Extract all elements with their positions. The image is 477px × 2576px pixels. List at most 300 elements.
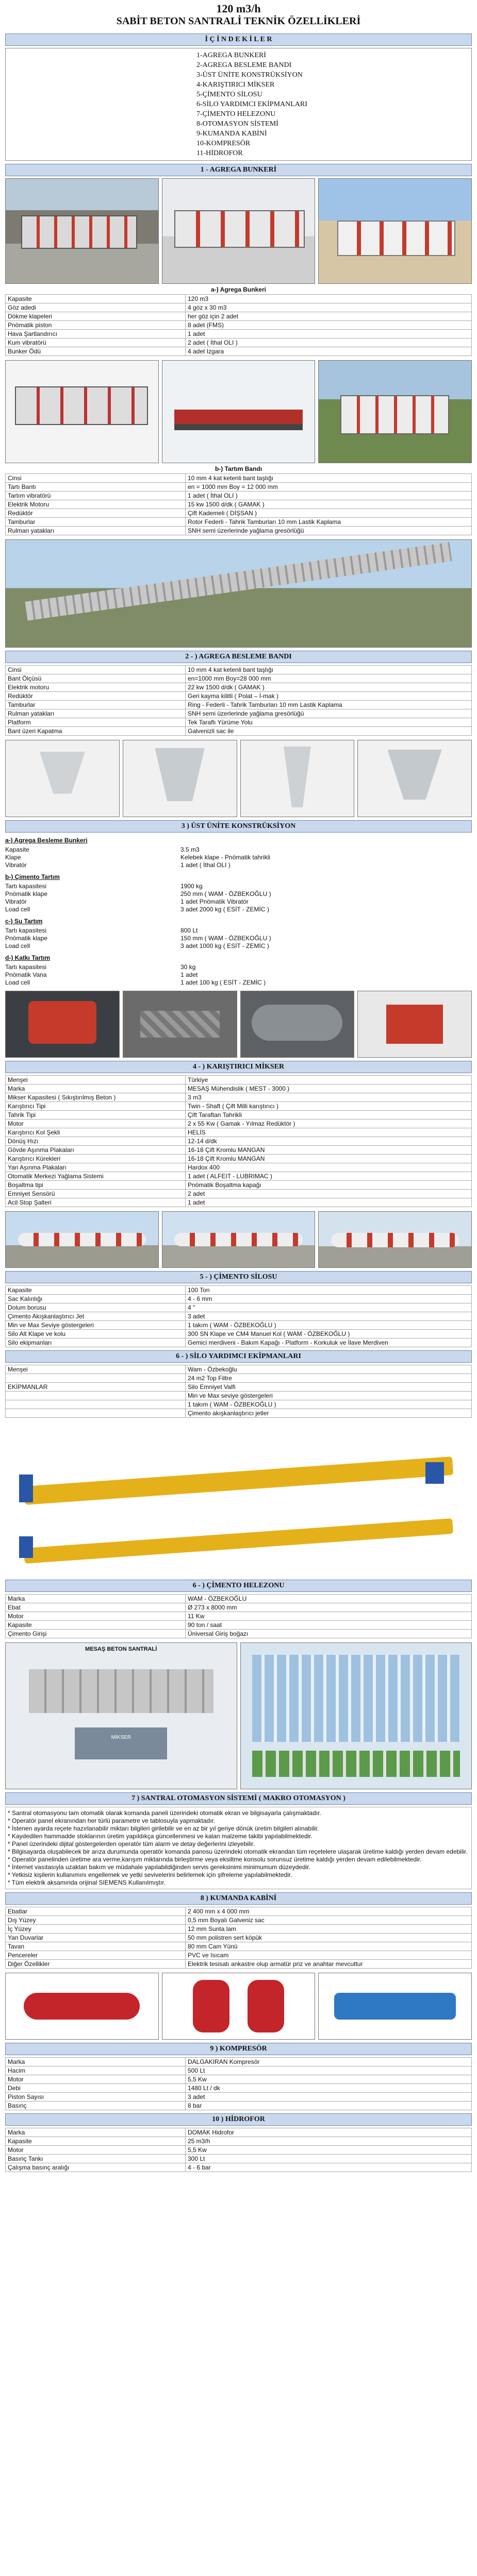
document-page: [5, 0, 472, 2172]
photo-row: [5, 1973, 472, 2040]
toc-item: 11-HİDROFOR: [196, 149, 243, 157]
spec-table-control-cabin: [5, 1907, 472, 1969]
spec-value: 300 Lt: [186, 2155, 472, 2163]
photo-row: [5, 1642, 472, 1789]
spec-value: 5,5 Kw: [186, 2075, 472, 2084]
spec-key: Basınç Tankı: [6, 2155, 186, 2163]
spec-value: 22 kw 1500 d/dk ( GAMAK ): [186, 683, 472, 692]
table-row: [6, 2058, 472, 2066]
photo-hopper: [123, 740, 237, 817]
spec-value: 24 m2 Top Filtre: [186, 1374, 472, 1383]
table-of-contents: [5, 48, 472, 161]
spec-value: 25 m3/h: [186, 2137, 472, 2146]
table-row: [6, 692, 472, 701]
spec-key: Bant üzeri Kapatma: [6, 727, 186, 736]
table-row: [6, 1960, 472, 1969]
spec-value: 10 mm 4 kat ketenli bant taşlığı: [186, 474, 472, 483]
photo-row: [5, 991, 472, 1058]
spec-key: Platform: [6, 718, 186, 727]
spec-key: Pnömatik klape: [5, 935, 48, 942]
section-title-compressor: 9 ) KOMPRESÖR: [5, 2043, 472, 2055]
table-row: [6, 1198, 472, 1207]
spec-key: Hacim: [6, 2066, 186, 2075]
table-row: [6, 2155, 472, 2163]
toc-item: 8-OTOMASYON SİSTEMİ: [196, 120, 278, 128]
photo-row: [5, 539, 472, 648]
photo-mixer: [240, 991, 355, 1058]
spec-value: her göz için 2 adet: [186, 312, 472, 321]
table-row: [6, 666, 472, 674]
spec-key: Basınç: [6, 2102, 186, 2110]
section-title-feed-belt: 2 - ) AGREGA BESLEME BANDI: [5, 651, 472, 663]
spec-key: Karıştırıcı Kürekleri: [6, 1155, 186, 1163]
spec-key: Otomatik Merkezi Yağlama Sistemi: [6, 1172, 186, 1181]
toc-item: 2-AGREGA BESLEME BANDI: [196, 61, 292, 69]
spec-table-feed-belt: [5, 665, 472, 736]
spec-key: Bunker Ödü: [6, 347, 186, 356]
photo-aggregate-bunker: [5, 178, 159, 284]
spec-key: Yan Duvarlar: [6, 1934, 186, 1942]
section-title-screw-conveyor: 6 - ) ÇİMENTO HELEZONU: [5, 1580, 472, 1592]
spec-key: Bant Ölçüsü: [6, 674, 186, 683]
spec-value: 3 adet: [186, 2093, 472, 2102]
spec-value: Çift Taraftan Tahrikli: [186, 1111, 472, 1120]
spec-value: 16-18 Çift Kromlu MANGAN: [186, 1155, 472, 1163]
table-row: [6, 474, 472, 483]
table-row: [6, 1942, 472, 1951]
spec-value: 12-14 d/dk: [186, 1137, 472, 1146]
spec-key: Çalışma basınç aralığı: [6, 2163, 186, 2172]
spec-key: Rulman yatakları: [6, 527, 186, 535]
spec-key: Boşaltma tipi: [6, 1181, 186, 1190]
spec-value: Hardox 400: [186, 1163, 472, 1172]
spec-key: Tamburlar: [6, 518, 186, 527]
toc-item: 5-ÇİMENTO SİLOSU: [196, 91, 262, 98]
panel-title: MESAŞ BETON SANTRALİ: [85, 1646, 157, 1652]
spec-value: en=1000 mm Boy=28 000 mm: [186, 674, 472, 683]
spec-row: [5, 846, 472, 854]
spec-key: Redüktör: [6, 692, 186, 701]
automation-note: * Santral otomasyonu tam otomatik olarak komanda paneli üzerindeki otomatik ekran ve bilgisayarla çalışmaktadır.: [8, 1809, 321, 1817]
subsection-heading: b-) Çimento Tartım: [5, 873, 60, 880]
spec-key: Cinsi: [6, 666, 186, 674]
spec-key: Karıştırıcı Tipi: [6, 1102, 186, 1111]
photo-feed-belt: [5, 539, 472, 648]
spec-value: 1 adet: [186, 330, 472, 338]
photo-row: [5, 740, 472, 817]
spec-key: Kapasite: [6, 1286, 186, 1295]
spec-key: Ebat: [6, 1603, 186, 1612]
spec-key: Marka: [6, 2058, 186, 2066]
spec-value: Üniversal Giriş boğazı: [186, 1630, 472, 1638]
table-row: [6, 1925, 472, 1934]
automation-notes: [5, 1807, 472, 1889]
automation-note: * Bilgisayarda oluşabilecek bir arıza durumunda operatör komanda panosu üzerindeki otomatik ekrandan tüm reçetelere ulaşarak üretime kaldığı yerden devam edebilir.: [8, 1848, 468, 1855]
section-title-aggregate-bunker: 1 - AGREGA BUNKERİ: [5, 164, 472, 176]
spec-value: 1 takım ( WAM - ÖZBEKOĞLU ): [186, 1321, 472, 1330]
spec-key: Silo ekipmanları: [6, 1338, 186, 1347]
spec-key: Tartı Bantı: [6, 483, 186, 492]
spec-key: Piston Sayısı: [6, 2093, 186, 2102]
spec-value: 500 Lt: [186, 2066, 472, 2075]
automation-note: * İstenen ayarda reçete hazırlanabilir miktarı bilgileri girilebilir ve en az bir yıl geriye dönük üretim bilgileri alınabilir.: [8, 1825, 319, 1832]
photo-row: [5, 178, 472, 284]
table-row: [6, 509, 472, 518]
spec-key: Ebatlar: [6, 1907, 186, 1916]
table-row: [6, 1907, 472, 1916]
spec-value: 300 SN Klape ve CM4 Manuel Kol ( WAM - ÖZBEKOĞLU ): [186, 1330, 472, 1338]
spec-key: Load cell: [5, 942, 30, 950]
photo-cement-silo: [5, 1211, 159, 1268]
table-row: [6, 338, 472, 347]
spec-value: Rotor Federli - Tahrik Tamburları 10 mm Lastik Kaplama: [186, 518, 472, 527]
spec-value: Çimento akışkanlaştırıcı jetler: [186, 1409, 472, 1418]
spec-key: [6, 1400, 186, 1409]
table-row: [6, 1102, 472, 1111]
spec-table-weighing-belt: [5, 473, 472, 535]
spec-key: Vibratör: [5, 898, 27, 905]
table-row: [6, 1603, 472, 1612]
toc-title: İ Ç İ N D E K İ L E R: [5, 33, 472, 46]
spec-value: 4 - 6 bar: [186, 2163, 472, 2172]
table-row: [6, 1383, 472, 1392]
spec-value: 1 adet ( İthal OLI ): [180, 861, 231, 869]
table-row: [6, 1084, 472, 1093]
section-title-cement-silo: 5 - ) ÇİMENTO SİLOSU: [5, 1271, 472, 1283]
table-row: [6, 492, 472, 500]
spec-key: Pencereler: [6, 1951, 186, 1960]
table-row: [6, 2066, 472, 2075]
spec-value: Ø 273 x 8000 mm: [186, 1603, 472, 1612]
spec-key: Acil Stop Şalteri: [6, 1198, 186, 1207]
table-row: [6, 2146, 472, 2155]
spec-value: Tek Taraflı Yürüme Yolu: [186, 718, 472, 727]
spec-value: Ring - Federli - Tahrik Tamburları 10 mm Lastik Kaplama: [186, 701, 472, 709]
spec-key: Kapasite: [6, 295, 186, 303]
table-row: [6, 1181, 472, 1190]
spec-key: Tartım vibratörü: [6, 492, 186, 500]
section-title-control-cabin: 8 ) KUMANDA KABİNİ: [5, 1892, 472, 1905]
table-row: [6, 295, 472, 303]
spec-key: Load cell: [5, 906, 30, 913]
spec-table-cement-silo: [5, 1285, 472, 1347]
spec-value: 1900 kg: [180, 883, 203, 890]
automation-note: * Operatör panelinden üretime ara verme,karışım miktarında birleştirme veya eksiltme konsolu sorunsuz üretime kaldığı yerden devam edilebilmektedir.: [8, 1856, 422, 1863]
table-row: [6, 2084, 472, 2093]
photo-hopper: [357, 740, 472, 817]
table-row: [6, 1621, 472, 1630]
table-row: [6, 674, 472, 683]
spec-key: Tamburlar: [6, 701, 186, 709]
spec-key: Hava Şartlandırıcı: [6, 330, 186, 338]
spec-key: Elektrik motoru: [6, 683, 186, 692]
table-row: [6, 303, 472, 312]
spec-value: SNH semi üzerlerinde yağlama gresörlüğü: [186, 527, 472, 535]
toc-item: 6-SİLO YARDIMCI EKİPMANLARI: [196, 100, 307, 108]
table-row: [6, 1076, 472, 1084]
spec-value: WAM - ÖZBEKOĞLU: [186, 1595, 472, 1603]
spec-key: Motor: [6, 1612, 186, 1621]
toc-item: 9-KUMANDA KABİNİ: [196, 130, 267, 138]
spec-key: Pnömatik piston: [6, 321, 186, 330]
spec-value: 120 m3: [186, 295, 472, 303]
section-title-mixer: 4 - ) KARIŞTIRICI MİKSER: [5, 1061, 472, 1073]
spec-row: [5, 942, 472, 950]
spec-value: 1 adet 100 kg ( ESİT - ZEMİC ): [180, 979, 266, 986]
spec-key: Tartı kapasitesi: [5, 963, 47, 971]
photo-compressor: [5, 1973, 159, 2040]
subsection-title: a-) Agrega Bunkeri: [211, 286, 266, 293]
spec-key: Diğer Özellikler: [6, 1960, 186, 1969]
spec-key: Menşei: [6, 1365, 186, 1374]
spec-value: 8 bar: [186, 2102, 472, 2110]
spec-value: 2 adet: [186, 1190, 472, 1198]
table-row: [6, 1155, 472, 1163]
spec-key: Marka: [6, 1595, 186, 1603]
photo-hopper: [240, 740, 355, 817]
spec-key: [6, 1392, 186, 1400]
toc-item: 7-ÇİMENTO HELEZONU: [196, 110, 276, 118]
table-row: [6, 2137, 472, 2146]
automation-note: * Panel üzerindeki dijital göstergelerden operatör tüm alarm ve detay değerlerini izleyebilir.: [8, 1840, 255, 1848]
spec-row: [5, 927, 472, 935]
table-row: [6, 1400, 472, 1409]
spec-value: 2 adet ( İthal OLI ): [186, 338, 472, 347]
spec-row: [5, 979, 472, 987]
table-row: [6, 518, 472, 527]
table-row: [6, 1286, 472, 1295]
spec-value: 1 adet ( İthal OLI ): [186, 492, 472, 500]
table-row: [6, 1595, 472, 1603]
spec-value: 1 adet Pnömatik Vibratör: [180, 898, 249, 905]
spec-key: Elektrik Motoru: [6, 500, 186, 509]
table-row: [6, 2163, 472, 2172]
spec-value: 2 400 mm x 4 000 mm: [186, 1907, 472, 1916]
spec-table-screw-conveyor: [5, 1594, 472, 1638]
spec-value: 8 adet (FMS): [186, 321, 472, 330]
table-row: [6, 527, 472, 535]
spec-key: Vibratör: [5, 861, 27, 869]
spec-value: Twin - Shaft ( Çift Milli karıştırıcı ): [186, 1102, 472, 1111]
section-title-hydrophore: 10 ) HİDROFOR: [5, 2113, 472, 2126]
spec-value: 1480 Lt / dk: [186, 2084, 472, 2093]
spec-value: 90 ton / saat: [186, 1621, 472, 1630]
photo-bunker-site: [318, 360, 472, 463]
photo-scada-screen: [240, 1642, 472, 1789]
spec-value: 3 adet: [186, 1312, 472, 1321]
spec-row: [5, 898, 472, 906]
spec-value: Wam - Özbekoğlu: [186, 1365, 472, 1374]
spec-value: 3 m3: [186, 1093, 472, 1102]
spec-value: SNH semi üzerlerinde yağlama gresörlüğü: [186, 709, 472, 718]
spec-value: 800 Lt: [180, 927, 198, 934]
spec-key: Redüktör: [6, 509, 186, 518]
spec-row: [5, 935, 472, 942]
photo-row: [5, 1211, 472, 1268]
photo-bunker-drawing: [5, 360, 159, 463]
table-row: [6, 1374, 472, 1383]
subsection-heading: a-) Agrega Besleme Bunkeri: [5, 837, 88, 844]
table-row: [6, 1365, 472, 1374]
spec-key: Dönüş Hızı: [6, 1137, 186, 1146]
spec-key: Silo Alt Klape ve kolu: [6, 1330, 186, 1338]
spec-value: Çift Kademeli ( DİŞSAN ): [186, 509, 472, 518]
spec-table-mixer: [5, 1075, 472, 1207]
spec-table-aggregate-bunker: [5, 294, 472, 356]
table-row: [6, 1120, 472, 1128]
spec-key: Motor: [6, 1120, 186, 1128]
table-row: [6, 709, 472, 718]
table-row: [6, 483, 472, 492]
table-row: [6, 1916, 472, 1925]
table-row: [6, 718, 472, 727]
spec-value: 3 adet 2000 kg ( ESİT - ZEMİC ): [180, 906, 269, 913]
spec-value: Kelebek klape - Pnömatik tahrikli: [180, 854, 271, 861]
table-row: [6, 1630, 472, 1638]
upper-unit-specs: [5, 837, 472, 987]
table-row: [6, 1190, 472, 1198]
spec-value: 250 mm ( WAM - ÖZBEKOĞLU ): [180, 890, 271, 897]
subsection-heading: c-) Su Tartım: [5, 918, 43, 925]
spec-value: 4 - 6 mm: [186, 1295, 472, 1303]
spec-value: en = 1000 mm Boy = 12 000 mm: [186, 483, 472, 492]
table-row: [6, 2128, 472, 2137]
spec-key: Kapasite: [6, 1621, 186, 1630]
spec-key: Tartı kapasitesi: [5, 883, 47, 890]
spec-key: Marka: [6, 2128, 186, 2137]
photo-mixer: [357, 991, 472, 1058]
table-row: [6, 1163, 472, 1172]
spec-row: [5, 963, 472, 971]
table-row: [6, 1093, 472, 1102]
spec-key: Klape: [5, 854, 21, 861]
spec-key: Cinsi: [6, 474, 186, 483]
automation-note: * Operatör panel ekranından her türlü parametre ve tablosuyla yapmaktadır.: [8, 1817, 216, 1824]
photo-row: [5, 1422, 472, 1577]
photo-hopper: [5, 740, 120, 817]
spec-value: 50 mm polistren sert köpük: [186, 1934, 472, 1942]
spec-row: [5, 861, 472, 869]
spec-row: [5, 906, 472, 913]
section-title-automation: 7 ) SANTRAL OTOMASYON SİSTEMİ ( MAKRO OTOMASYON ): [5, 1792, 472, 1805]
spec-key: Marka: [6, 1084, 186, 1093]
section-title-silo-equipment: 6 - ) SİLO YARDIMCI EKİPMANLARI: [5, 1350, 472, 1363]
spec-value: 11 Kw: [186, 1612, 472, 1621]
spec-key: İç Yüzey: [6, 1925, 186, 1934]
spec-key: Kapasite: [5, 846, 29, 853]
spec-value: 2 x 55 Kw ( Gamak - Yılmaz Redüktör ): [186, 1120, 472, 1128]
spec-list: [5, 883, 472, 913]
spec-value: Pnömatik Boşaltma kapağı: [186, 1181, 472, 1190]
spec-list: [5, 963, 472, 987]
spec-key: Çimento Akışkanlaştırıcı Jet: [6, 1312, 186, 1321]
table-row: [6, 1111, 472, 1120]
spec-table-silo-equipment: [5, 1365, 472, 1418]
photo-aggregate-bunker: [318, 178, 472, 284]
photo-mixer: [123, 991, 237, 1058]
photo-aggregate-bunker: [162, 178, 316, 284]
spec-key: Tavan: [6, 1942, 186, 1951]
toc-item: 10-KOMPRESÖR: [196, 140, 251, 147]
table-row: [6, 2093, 472, 2102]
table-row: [6, 330, 472, 338]
table-row: [6, 2102, 472, 2110]
spec-table-compressor: [5, 2057, 472, 2110]
spec-value: 1 adet: [186, 1198, 472, 1207]
toc-item: 4-KARIŞTIRICI MİKSER: [196, 81, 275, 89]
spec-value: MESAŞ Mühendislik ( MEST - 3000 ): [186, 1084, 472, 1093]
spec-value: 80 mm Cam Yünü: [186, 1942, 472, 1951]
spec-key: Rulman yatakları: [6, 709, 186, 718]
table-row: [6, 1612, 472, 1621]
table-row: [6, 312, 472, 321]
spec-key: Tartı kapasitesi: [5, 927, 47, 934]
spec-key: Pnömatik Vana: [5, 971, 47, 978]
table-row: [6, 347, 472, 356]
spec-key: Kapasite: [6, 2137, 186, 2146]
spec-value: 15 kw 1500 d/dk ( GAMAK ): [186, 500, 472, 509]
spec-value: DALGAKIRAN Kompresör: [186, 2058, 472, 2066]
spec-key: Min ve Max Seviye göstergeleri: [6, 1321, 186, 1330]
spec-key: Göz adedi: [6, 303, 186, 312]
automation-note: * Yetkisiz kişilerin kullanımını engellemek ve yetki sevivelerini belirlemek için şifreleme yapılabilmektedir.: [8, 1871, 292, 1878]
table-row: [6, 1330, 472, 1338]
doc-title-main: SABİT BETON SANTRALİ TEKNİK ÖZELLİKLERİ: [116, 15, 361, 27]
spec-key: Kum vibratörü: [6, 338, 186, 347]
table-row: [6, 1338, 472, 1347]
spec-value: 16-18 Çift Kromlu MANGAN: [186, 1146, 472, 1155]
spec-key: Debi: [6, 2084, 186, 2093]
spec-value: 150 mm ( WAM - ÖZBEKOĞLU ): [180, 935, 271, 942]
spec-key: Çimento Girişi: [6, 1630, 186, 1638]
spec-key: Motor: [6, 2146, 186, 2155]
spec-table-hydrophore: [5, 2128, 472, 2172]
spec-key: [6, 1409, 186, 1418]
toc-item: 1-AGREGA BUNKERİ: [196, 52, 266, 59]
table-row: [6, 1934, 472, 1942]
table-row: [6, 727, 472, 736]
photo-pressure-tank: [162, 1973, 316, 2040]
spec-value: 3.5 m3: [180, 846, 200, 853]
toc-item: 3-ÜST ÜNİTE KONSTRÜKSİYON: [196, 71, 303, 79]
spec-key: Dolum borusu: [6, 1303, 186, 1312]
table-row: [6, 1146, 472, 1155]
spec-value: 100 Ton: [186, 1286, 472, 1295]
spec-value: 1 adet: [180, 971, 198, 978]
table-row: [6, 1392, 472, 1400]
table-row: [6, 1321, 472, 1330]
spec-value: 30 kg: [180, 963, 196, 971]
spec-value: 4 ": [186, 1303, 472, 1312]
spec-value: 1 adet ( ALFEIT - LUBRIMAC ): [186, 1172, 472, 1181]
subsection-heading: d-) Katkı Tartım: [5, 954, 51, 961]
spec-key: Pnömatik klape: [5, 890, 48, 897]
subsection-title: b-) Tartım Bandı: [215, 465, 262, 472]
doc-title-capacity: 120 m3/h: [216, 2, 261, 15]
spec-row: [5, 971, 472, 979]
spec-key: Gövde Aşınma Plakaları: [6, 1146, 186, 1155]
table-row: [6, 321, 472, 330]
photo-mixer: [5, 991, 120, 1058]
spec-value: Silo Emniyet Valfi: [186, 1383, 472, 1392]
spec-key: EKİPMANLAR: [6, 1383, 186, 1392]
spec-value: DOMAK Hidrofor: [186, 2128, 472, 2137]
table-row: [6, 1295, 472, 1303]
automation-note: * Kaydedilen hammadde stoklarının üretim yapıldıkça güncellenmesi ve kalan malzeme takibi yapılabilmektedir.: [8, 1833, 312, 1840]
table-row: [6, 500, 472, 509]
spec-value: 12 mm Sunta lam: [186, 1925, 472, 1934]
spec-key: [6, 1374, 186, 1383]
